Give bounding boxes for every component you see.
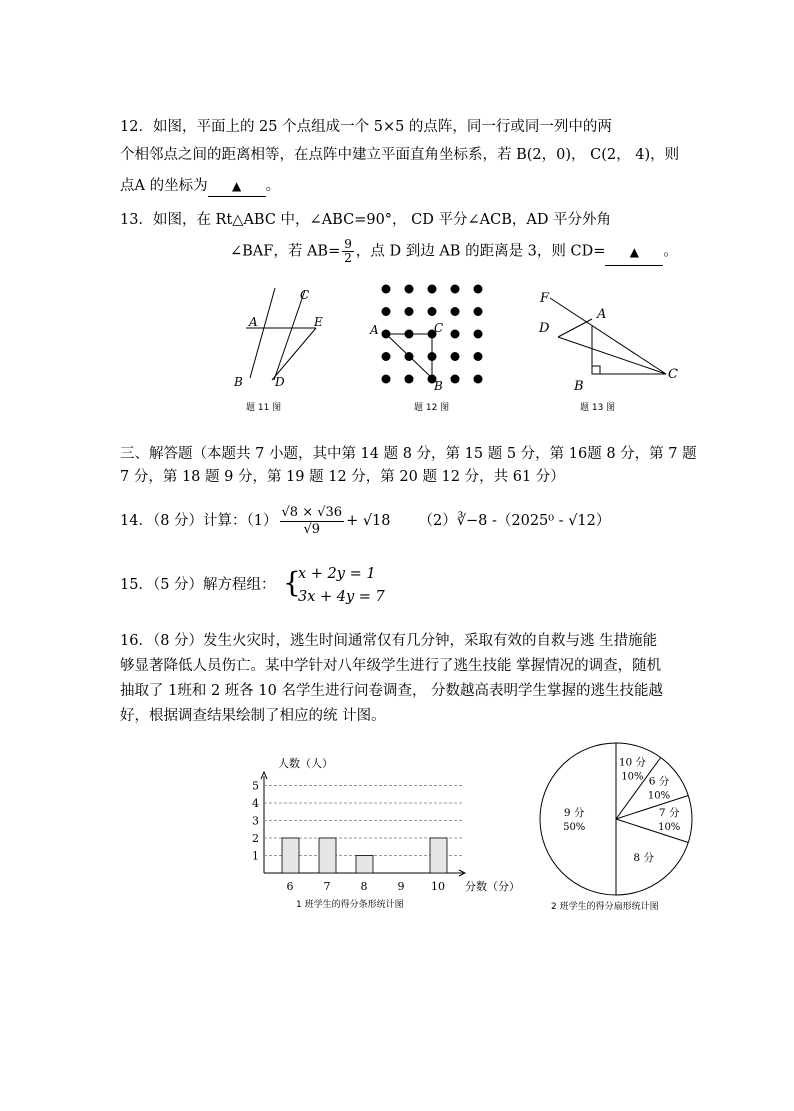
bar-7 — [319, 838, 336, 873]
fig13-label-c: C — [668, 367, 678, 382]
fig11-label-a: A — [249, 315, 258, 329]
fig12-dot — [451, 375, 460, 384]
q14-frac-den: √9 — [303, 521, 321, 537]
fig12-line-ab — [386, 334, 432, 378]
fig12-dot — [428, 285, 437, 294]
pie-slice-pct: 50% — [563, 822, 586, 833]
q16-line3: 抽取了 1班和 2 班各 10 名学生进行问卷调查， 分数越高表明学生掌握的逃生技能越 — [120, 683, 664, 699]
bar-xtick-label: 7 — [323, 880, 331, 893]
fig12-dot — [474, 285, 483, 294]
figure-13 — [530, 282, 690, 394]
bar-8 — [356, 856, 373, 874]
bar-ytick-label: 3 — [252, 814, 259, 828]
q12-line1: 12．如图，平面上的 25 个点组成一个 5×5 的点阵，同一行或同一列中的两 — [120, 119, 612, 135]
fig11-label-e: E — [314, 315, 323, 329]
fig12-dot — [382, 285, 391, 294]
q13-frac-num: 9 — [344, 237, 352, 251]
q14-part1-tail: + √18 — [346, 513, 391, 529]
fig13-label-b: B — [574, 379, 584, 394]
pie-slice-label: 7 分 — [658, 807, 680, 819]
fig11-line-1 — [250, 288, 275, 378]
bar-10 — [430, 838, 447, 873]
fig12-dot — [451, 330, 460, 339]
fig12-dot — [382, 352, 391, 361]
pie-slice-label: 9 分 — [563, 807, 585, 819]
q13-line2-pre: ∠BAF，若 AB= — [230, 243, 341, 260]
pie-slice-label: 6 分 — [648, 775, 670, 788]
fig11-line-ed — [272, 328, 316, 380]
q14-fraction — [280, 505, 345, 538]
bar-6 — [282, 838, 299, 873]
fig12-dot — [405, 307, 414, 316]
fig12-dot — [474, 330, 483, 339]
q14-part2: （2）∛−8 -（2025⁰ - √12） — [418, 513, 611, 529]
fig12-dot — [474, 375, 483, 384]
fig13-label-a: A — [597, 307, 607, 322]
bar-chart-ylabel: 人数（人） — [278, 757, 333, 770]
bar-xtick-label: 9 — [397, 880, 405, 893]
bar-xtick-label: 10 — [431, 880, 445, 893]
fig12-label-b: B — [434, 379, 443, 393]
bar-xtick-label: 6 — [286, 880, 294, 893]
pie-slice-pct: 10% — [621, 771, 644, 783]
q16-line1: 16．（8 分）发生火灾时，逃生时间通常仅有几分钟，采取有效的自救与逃 生措施能 — [120, 633, 658, 649]
fig13-line-da — [558, 319, 592, 337]
fig13-caption: 题 13 图 — [580, 403, 616, 413]
bar-chart-plot — [252, 772, 465, 893]
q14-prefix: 14．（8 分）计算：（1） — [120, 513, 278, 529]
q12-line3-post: 。 — [265, 178, 281, 194]
q12-line2: 个相邻点之间的距离相等，在点阵中建立平面直角坐标系，若 B(2，0)， C(2， 4)，则 — [120, 147, 680, 163]
section3-line1: 三、解答题（本题共 7 小题，其中第 14 题 8 分，第 15 题 5 分，第 16题 8 分，第 7 题 — [120, 446, 697, 462]
fig12-caption: 题 12 图 — [414, 403, 450, 413]
fig13-right-angle — [592, 366, 600, 374]
fig13-line-dc — [558, 337, 666, 374]
bar-chart-xlabel: 分数（分） — [465, 880, 520, 893]
fig12-dot — [451, 352, 460, 361]
fig12-dot — [474, 307, 483, 316]
q13-blank-marker: ▲ — [629, 244, 639, 259]
bar-ytick-label: 5 — [252, 779, 259, 793]
pie-slice-label: 8 分 — [633, 852, 654, 865]
q13-line2-post: 。 — [663, 243, 678, 260]
figure-11 — [220, 282, 330, 392]
fig12-dot — [382, 375, 391, 384]
pie-chart-class2 — [535, 740, 705, 900]
pie-slice-pct: 10% — [647, 790, 671, 802]
fig12-dot — [474, 352, 483, 361]
q13-fraction — [342, 238, 354, 265]
figure-12 — [368, 282, 493, 397]
q13-frac-den: 2 — [344, 251, 352, 265]
bar-ytick-label: 1 — [252, 849, 259, 863]
q14-frac-num: √8 × √36 — [281, 504, 343, 520]
q13-line1: 13．如图，在 Rt△ABC 中，∠ABC=90°， CD 平分∠ACB，AD 平分外角 — [120, 212, 612, 228]
q13-line2 — [230, 238, 678, 266]
fig12-dot — [451, 307, 460, 316]
pie-chart-title: 2 班学生的得分扇形统计图 — [551, 902, 659, 912]
q12-line3 — [120, 176, 280, 197]
fig11-line-2 — [274, 290, 305, 380]
q13-answer-blank[interactable] — [605, 239, 663, 266]
fig13-label-f: F — [540, 291, 550, 306]
fig11-caption: 题 11 图 — [246, 403, 282, 413]
bar-chart-class1 — [240, 748, 530, 908]
fig13-line-fc — [550, 298, 666, 374]
fig12-dot — [451, 285, 460, 294]
fig12-dot — [428, 307, 437, 316]
pie-chart-plot — [540, 743, 692, 895]
q12-line3-pre: 点A 的坐标为 — [120, 178, 208, 194]
q12-answer-blank[interactable] — [208, 176, 266, 197]
pie-slice-label: 10 分 — [618, 756, 647, 769]
q15-eq1: x + 2y = 1 — [298, 566, 376, 582]
q15-eq2: 3x + 4y = 7 — [298, 589, 385, 605]
fig13-label-d: D — [539, 321, 550, 336]
bar-chart-title: 1 班学生的得分条形统计图 — [296, 900, 404, 910]
fig12-label-a: A — [370, 323, 379, 337]
q13-line2-mid: ，点 D 到边 AB 的距离是 3，则 CD= — [355, 243, 606, 260]
q14-line — [120, 503, 610, 539]
q15-brace: { — [283, 566, 301, 599]
bar-ytick-label: 2 — [252, 832, 259, 845]
fig11-label-d: D — [275, 375, 285, 389]
bar-xtick-label: 8 — [360, 880, 368, 893]
fig12-label-c: C — [434, 321, 444, 335]
pie-slice-pct: 10% — [658, 822, 681, 833]
fig12-dot — [405, 285, 414, 294]
fig12-dot — [405, 375, 414, 384]
fig11-label-b: B — [234, 375, 243, 389]
q16-line2: 够显著降低人员伤亡。某中学针对八年级学生进行了逃生技能 掌握情况的调查，随机 — [120, 658, 662, 674]
fig12-dot — [382, 307, 391, 316]
bar-ytick-label: 4 — [252, 797, 259, 810]
section3-line2: 7 分，第 18 题 9 分，第 19 题 12 分，第 20 题 12 分，共 61 分） — [120, 469, 565, 485]
q16-line4: 好，根据调查结果绘制了相应的统 计图。 — [120, 708, 386, 724]
q12-blank-marker: ▲ — [231, 179, 242, 193]
q15-prefix: 15．（5 分）解方程组： — [120, 577, 276, 593]
fig11-label-c: C — [300, 288, 310, 302]
